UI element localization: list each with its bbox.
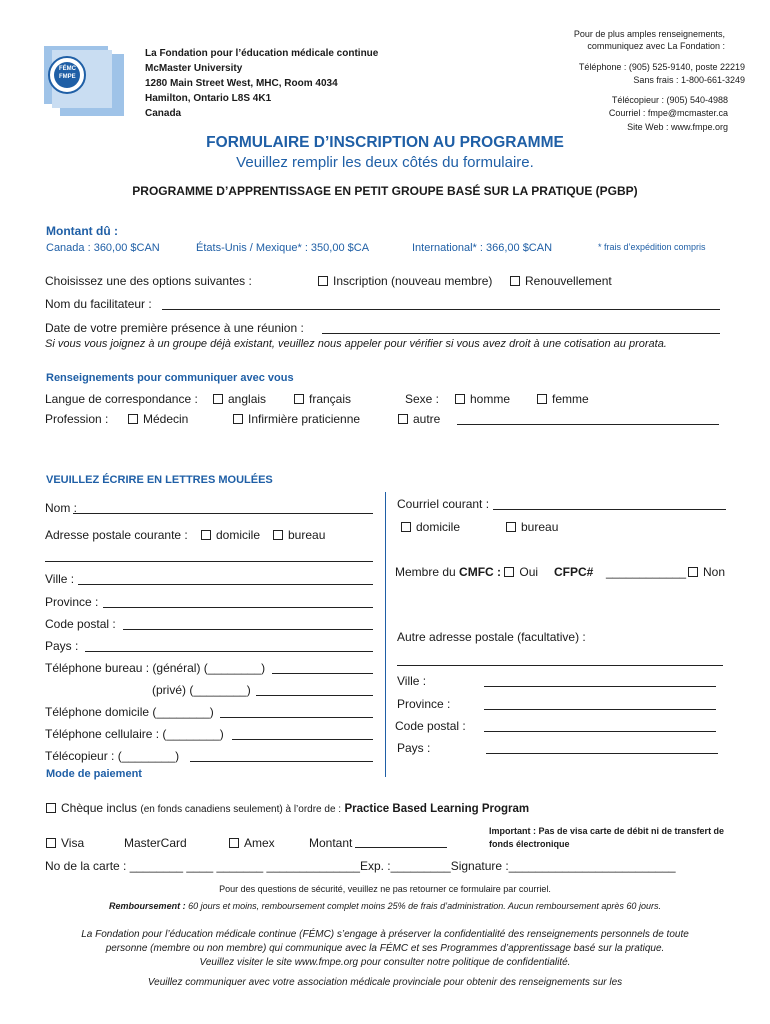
cfpc-number-field[interactable]: ____________ xyxy=(606,565,687,579)
amex-label: Amex xyxy=(244,836,275,850)
amount-field[interactable] xyxy=(355,836,447,848)
physician-label: Médecin xyxy=(143,412,189,426)
contact-email[interactable]: Courriel : fmpe@mcmaster.ca xyxy=(608,108,728,118)
logo xyxy=(40,42,128,120)
cmfc-label: CMFC : xyxy=(459,565,502,579)
checkbox-other[interactable] xyxy=(398,414,408,424)
mailing-address-field[interactable] xyxy=(45,550,373,562)
important-line-1: Important : Pas de visa carte de débit ni de transfert de xyxy=(489,826,725,836)
existing-group-note: Si vous vous joignez à un groupe déjà existant, veuillez nous appeler pour vérifier si vous avez droit à une cotisation au prorata. xyxy=(45,338,667,350)
options-label: Choisissez une des options suivantes : xyxy=(45,274,252,288)
amount-heading: Montant dû : xyxy=(46,224,118,238)
amount-us-mexico: États-Unis / Mexique* : 350,00 $CA xyxy=(196,242,370,254)
option-cheque[interactable] xyxy=(46,801,137,815)
alt-address-field[interactable] xyxy=(397,654,723,666)
alt-province-label: Province : xyxy=(397,697,451,711)
checkbox-female[interactable] xyxy=(537,394,547,404)
logo-text-2: FMPE xyxy=(59,74,76,80)
alt-city-field[interactable] xyxy=(484,675,716,687)
logo-text-1: FÉMC xyxy=(59,66,76,72)
checkbox-renewal[interactable] xyxy=(510,276,520,286)
checkbox-french[interactable] xyxy=(294,394,304,404)
alt-address-label: Autre adresse postale (facultative) : xyxy=(397,630,586,644)
mailing-label: Adresse postale courante : xyxy=(45,528,188,542)
option-visa[interactable] xyxy=(46,836,84,850)
option-french[interactable] xyxy=(294,392,351,406)
contact-intro-2: communiquez avec La Fondation : xyxy=(587,41,725,51)
facilitator-label: Nom du facilitateur : xyxy=(45,297,152,311)
language-label: Langue de correspondance : xyxy=(45,392,198,406)
payee-label: Practice Based Learning Program xyxy=(344,803,530,815)
province-label: Province : xyxy=(45,595,99,609)
refund-text: 60 jours et moins, remboursement complet moins 25% de frais d’administration. Aucun remboursement après 60 jours. xyxy=(185,901,661,911)
contact-fax-email xyxy=(500,94,728,120)
org-address xyxy=(145,46,378,121)
facilitator-field[interactable] xyxy=(162,298,720,310)
option-physician[interactable] xyxy=(128,412,188,426)
security-note: Pour des questions de sécurité, veuillez ne pas retourner ce formulaire par courriel. xyxy=(219,884,551,894)
mailing-office[interactable] xyxy=(273,528,325,542)
contact-phones xyxy=(500,61,745,87)
checkbox-physician[interactable] xyxy=(128,414,138,424)
name-label: Nom : xyxy=(45,501,78,515)
option-amex[interactable] xyxy=(229,836,275,850)
name-field[interactable] xyxy=(73,502,373,514)
privacy-statement xyxy=(30,928,740,970)
org-line-2: McMaster University xyxy=(145,63,243,74)
mailing-home[interactable] xyxy=(201,528,260,542)
contact-heading: Renseignements pour communiquer avec vous xyxy=(46,372,294,384)
province-field[interactable] xyxy=(103,596,373,608)
print-heading: VEUILLEZ ÉCRIRE EN LETTRES MOULÉES xyxy=(46,474,273,486)
checkbox-mailing-home[interactable] xyxy=(201,530,211,540)
option-male[interactable] xyxy=(455,392,510,406)
email-home-label: domicile xyxy=(416,520,461,534)
fax-field[interactable] xyxy=(190,750,373,762)
first-meeting-field[interactable] xyxy=(322,322,720,334)
email-office-label: bureau xyxy=(521,520,559,534)
page-subtitle: Veuillez remplir les deux côtés du formulaire. xyxy=(236,154,534,171)
option-other[interactable] xyxy=(398,412,440,426)
private-phone-label: (privé) (________) xyxy=(152,683,251,697)
checkbox-member-yes[interactable] xyxy=(504,567,514,577)
checkbox-visa[interactable] xyxy=(46,838,56,848)
option-new-label: Inscription (nouveau membre) xyxy=(333,274,493,288)
amount-note: * frais d’expédition compris xyxy=(598,242,706,252)
checkbox-email-office[interactable] xyxy=(506,522,516,532)
postal-field[interactable] xyxy=(123,618,373,630)
mastercard-label[interactable]: MasterCard xyxy=(124,836,187,850)
cell-phone-field[interactable] xyxy=(232,728,373,740)
french-label: français xyxy=(309,392,352,406)
refund-label: Remboursement : xyxy=(109,901,186,911)
payment-heading: Mode de paiement xyxy=(46,768,142,780)
no-label: Non xyxy=(703,565,726,579)
option-nurse[interactable] xyxy=(233,412,360,426)
email-home[interactable] xyxy=(401,520,460,534)
checkbox-amex[interactable] xyxy=(229,838,239,848)
org-line-1: La Fondation pour l’éducation médicale continue xyxy=(145,48,379,59)
page-title: FORMULAIRE D’INSCRIPTION AU PROGRAMME xyxy=(206,134,564,151)
option-english[interactable] xyxy=(213,392,266,406)
cheque-row xyxy=(46,801,529,815)
alt-postal-field[interactable] xyxy=(484,720,716,732)
email-office[interactable] xyxy=(506,520,558,534)
english-label: anglais xyxy=(228,392,267,406)
alt-province-field[interactable] xyxy=(484,698,716,710)
yes-label: Oui xyxy=(519,565,539,579)
other-profession-field[interactable] xyxy=(457,413,719,425)
card-number-row[interactable]: No de la carte : ________ ____ _______ ______________Exp. :_________Signature :_________________________ xyxy=(45,859,676,873)
checkbox-member-no[interactable] xyxy=(688,567,698,577)
fax-label: Télécopieur : (________) xyxy=(45,749,180,763)
city-label: Ville : xyxy=(45,572,75,586)
option-female[interactable] xyxy=(537,392,589,406)
city-field[interactable] xyxy=(78,573,373,585)
column-divider xyxy=(385,492,386,777)
option-member-no[interactable] xyxy=(688,565,725,579)
mailing-home-label: domicile xyxy=(216,528,261,542)
other-label: autre xyxy=(413,412,441,426)
first-meeting-label: Date de votre première présence à une réunion : xyxy=(45,321,304,335)
cell-phone-label: Téléphone cellulaire : (________) xyxy=(45,727,224,741)
org-line-5: Canada xyxy=(145,108,182,119)
checkbox-new-member[interactable] xyxy=(318,276,328,286)
alt-city-label: Ville : xyxy=(397,674,427,688)
option-member-yes[interactable] xyxy=(504,565,538,579)
org-line-4: Hamilton, Ontario L8S 4K1 xyxy=(145,93,272,104)
contact-web[interactable]: Site Web : www.fmpe.org xyxy=(627,122,728,132)
amount-label: Montant xyxy=(309,836,353,850)
work-phone-field[interactable] xyxy=(272,662,373,674)
postal-label: Code postal : xyxy=(45,617,116,631)
home-phone-label: Téléphone domicile (________) xyxy=(45,705,214,719)
sex-label: Sexe : xyxy=(405,392,440,406)
visa-label: Visa xyxy=(61,836,85,850)
contact-tollfree: Sans frais : 1-800-661-3249 xyxy=(633,75,745,85)
checkbox-nurse[interactable] xyxy=(233,414,243,424)
mailing-office-label: bureau xyxy=(288,528,326,542)
contact-phone: Téléphone : (905) 525-9140, poste 22219 xyxy=(578,62,745,72)
cfpc-label: CFPC# xyxy=(554,565,594,579)
checkbox-english[interactable] xyxy=(213,394,223,404)
important-line-2: fonds électronique xyxy=(489,839,570,849)
checkbox-email-home[interactable] xyxy=(401,522,411,532)
option-new-member[interactable] xyxy=(318,274,492,288)
female-label: femme xyxy=(552,392,589,406)
email-field[interactable] xyxy=(493,498,726,510)
refund-note xyxy=(40,901,730,911)
email-label: Courriel courant : xyxy=(397,497,490,511)
contact-fax: Télécopieur : (905) 540-4988 xyxy=(611,95,728,105)
home-phone-field[interactable] xyxy=(220,706,373,718)
nurse-label: Infirmière praticienne xyxy=(248,412,361,426)
option-renewal[interactable] xyxy=(510,274,612,288)
alt-country-label: Pays : xyxy=(397,741,431,755)
country-field[interactable] xyxy=(85,640,373,652)
contact-intro xyxy=(520,28,725,52)
male-label: homme xyxy=(470,392,511,406)
privacy-line-3: Veuillez visiter le site www.fmpe.org pour consulter notre politique de confidentialité. xyxy=(199,957,571,968)
cheque-note: (en fonds canadiens seulement) à l’ordre de : xyxy=(140,804,342,815)
cheque-label: Chèque inclus xyxy=(61,801,138,815)
amount-canada: Canada : 360,00 $CAN xyxy=(46,242,160,254)
privacy-line-2: personne (membre ou non membre) qui communique avec la FÉMC et ses Programmes d’apprentissage basé sur la pratique. xyxy=(105,943,665,954)
profession-label: Profession : xyxy=(45,412,109,426)
private-phone-field[interactable] xyxy=(256,684,373,696)
privacy-line-1: La Fondation pour l’éducation médicale continue (FÉMC) s’engage à préserver la confidentialité des renseignements personnels de toute xyxy=(81,929,689,940)
contact-intro-1: Pour de plus amples renseignements, xyxy=(573,29,725,39)
member-label: Membre du xyxy=(395,565,456,579)
work-phone-label: Téléphone bureau : (général) (________) xyxy=(45,661,266,675)
checkbox-mailing-office[interactable] xyxy=(273,530,283,540)
org-line-3: 1280 Main Street West, MHC, Room 4034 xyxy=(145,78,338,89)
option-renew-label: Renouvellement xyxy=(525,274,612,288)
association-note: Veuillez communiquer avec votre association médicale provinciale pour obtenir des renseignements sur les xyxy=(147,977,623,988)
program-title: PROGRAMME D’APPRENTISSAGE EN PETIT GROUPE BASÉ SUR LA PRATIQUE (PGBP) xyxy=(132,184,638,198)
alt-postal-label: Code postal : xyxy=(395,719,466,733)
important-note xyxy=(489,825,724,851)
checkbox-male[interactable] xyxy=(455,394,465,404)
checkbox-cheque[interactable] xyxy=(46,803,56,813)
country-label: Pays : xyxy=(45,639,79,653)
alt-country-field[interactable] xyxy=(486,742,718,754)
amount-international: International* : 366,00 $CAN xyxy=(412,242,553,254)
membership-row xyxy=(395,565,538,579)
